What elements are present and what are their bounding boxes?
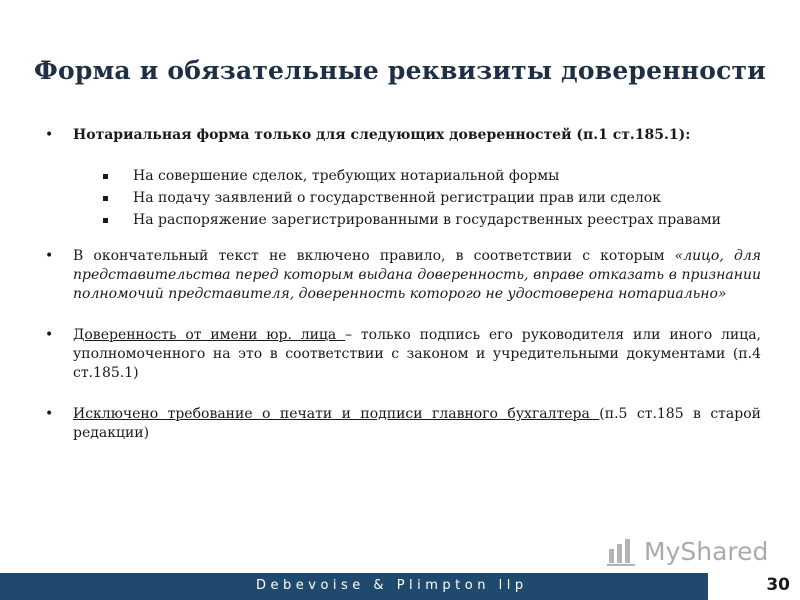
bullet-underlined: Исключено требование о печати и подписи главного бухгалтера	[73, 406, 600, 422]
sub-list	[103, 167, 761, 230]
bullet-legal-entity	[45, 326, 761, 383]
bullet-excluded-rule	[45, 247, 761, 304]
watermark-logo	[606, 535, 769, 571]
bullet-underlined: Доверенность от имени юр. лица	[73, 327, 346, 343]
bullet-text: (п.5 ст.185 в старой редакции)	[73, 406, 761, 441]
page-number-box	[708, 573, 800, 600]
page-number: 30	[766, 575, 790, 595]
watermark-text: MyShared	[644, 537, 769, 566]
bullet-notarial-form	[45, 126, 761, 230]
chart-icon	[606, 535, 640, 569]
slide-title: Форма и обязательные реквизиты доверенности	[34, 56, 766, 85]
sub-item: На совершение сделок, требующих нотариальной формы	[103, 167, 761, 186]
sub-item: На распоряжение зарегистрированными в государственных реестрах правами	[103, 211, 761, 230]
sub-item: На подачу заявлений о государственной регистрации прав или сделок	[103, 189, 761, 208]
bullet-quote: «лицо, для представительства перед которым выдана доверенность, вправе отказать в признании полномочий представителя, доверенность которого не удостоверена нотариально»	[73, 248, 762, 302]
bullet-seal-removed	[45, 405, 761, 443]
firm-name: Debevoise & Plimpton llp	[256, 578, 528, 593]
bullet-text: В окончательный текст не включено правило, в соответствии с которым	[73, 248, 675, 264]
slide-content	[45, 126, 761, 443]
bullet-text: – только подпись его руководителя или иного лица, уполномоченного на это в соответствии с законом и учредительными документами (п.4 ст.185.1)	[73, 327, 762, 381]
bullet-lead: Нотариальная форма только для следующих доверенностей (п.1 ст.185.1):	[73, 127, 691, 143]
footer-bar	[0, 573, 708, 600]
